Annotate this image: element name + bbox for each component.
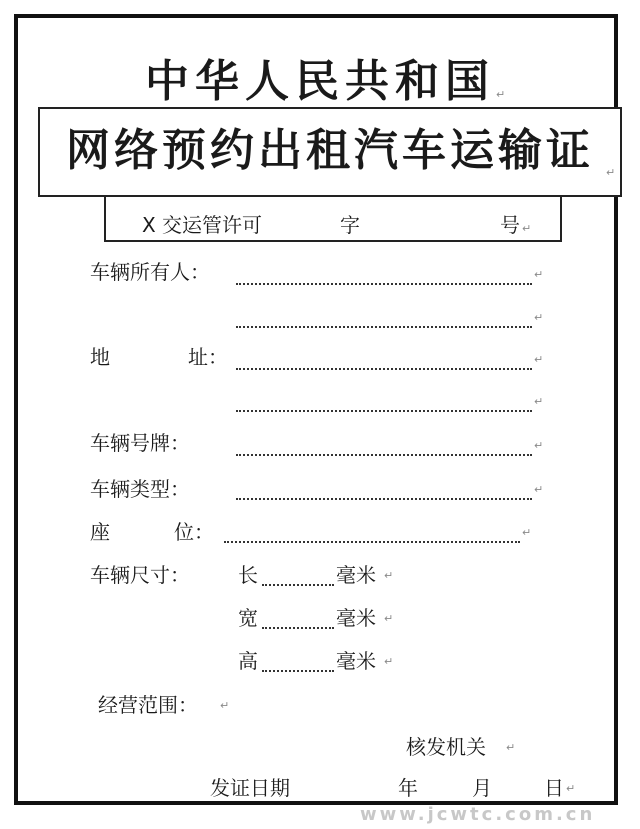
country-heading: 中华人民共和国 bbox=[145, 56, 495, 107]
paragraph-mark: ↵ bbox=[384, 612, 394, 625]
paragraph-mark: ↵ bbox=[534, 395, 544, 408]
permit-prefix: X 交运管许可 bbox=[142, 213, 263, 237]
paragraph-mark: ↵ bbox=[566, 782, 576, 795]
paragraph-mark: ↵ bbox=[534, 439, 544, 452]
paragraph-mark: ↵ bbox=[522, 222, 532, 235]
address-label-char1: 地 bbox=[90, 345, 110, 369]
length-blank bbox=[262, 584, 334, 586]
paragraph-mark: ↵ bbox=[220, 699, 230, 712]
width-unit: 毫米 bbox=[336, 606, 376, 630]
height-label: 高 bbox=[238, 649, 258, 673]
address-blank-line-2 bbox=[236, 410, 532, 412]
paragraph-mark: ↵ bbox=[384, 569, 394, 582]
day-label: 日 bbox=[544, 776, 564, 800]
issue-date-label: 发证日期 bbox=[210, 776, 290, 800]
permit-zi: 字 bbox=[340, 213, 360, 237]
owner-blank-line bbox=[236, 283, 532, 285]
width-blank bbox=[262, 627, 334, 629]
address-blank-line bbox=[236, 368, 532, 370]
certificate-title: 网络预约出租汽车运输证 bbox=[66, 125, 594, 176]
paragraph-mark: ↵ bbox=[534, 268, 544, 281]
issuing-authority: 核发机关 bbox=[406, 735, 486, 759]
length-unit: 毫米 bbox=[336, 563, 376, 587]
plate-label: 车辆号牌： bbox=[90, 431, 190, 455]
business-scope-label: 经营范围： bbox=[98, 693, 198, 717]
seat-blank-line bbox=[224, 541, 520, 543]
length-label: 长 bbox=[238, 563, 258, 587]
paragraph-mark: ↵ bbox=[506, 741, 516, 754]
paragraph-mark: ↵ bbox=[534, 311, 544, 324]
vehicle-size-label: 车辆尺寸： bbox=[90, 563, 190, 587]
owner-blank-line-2 bbox=[236, 326, 532, 328]
plate-blank-line bbox=[236, 454, 532, 456]
paragraph-mark: ↵ bbox=[534, 353, 544, 366]
address-label-char2: 址： bbox=[188, 345, 228, 369]
paragraph-mark: ↵ bbox=[496, 88, 506, 101]
seat-label-char1: 座 bbox=[90, 520, 110, 544]
year-label: 年 bbox=[398, 776, 418, 800]
paragraph-mark: ↵ bbox=[534, 483, 544, 496]
paragraph-mark: ↵ bbox=[522, 526, 532, 539]
width-label: 宽 bbox=[238, 606, 258, 630]
paragraph-mark: ↵ bbox=[606, 166, 616, 179]
month-label: 月 bbox=[472, 776, 492, 800]
vehicle-type-blank-line bbox=[236, 498, 532, 500]
height-blank bbox=[262, 670, 334, 672]
vehicle-type-label: 车辆类型： bbox=[90, 477, 190, 501]
seat-label-char2: 位： bbox=[174, 520, 214, 544]
height-unit: 毫米 bbox=[336, 649, 376, 673]
paragraph-mark: ↵ bbox=[384, 655, 394, 668]
watermark-text: www.jcwtc.com.cn bbox=[360, 804, 596, 825]
owner-label: 车辆所有人： bbox=[90, 260, 210, 284]
permit-hao: 号 bbox=[500, 213, 520, 237]
